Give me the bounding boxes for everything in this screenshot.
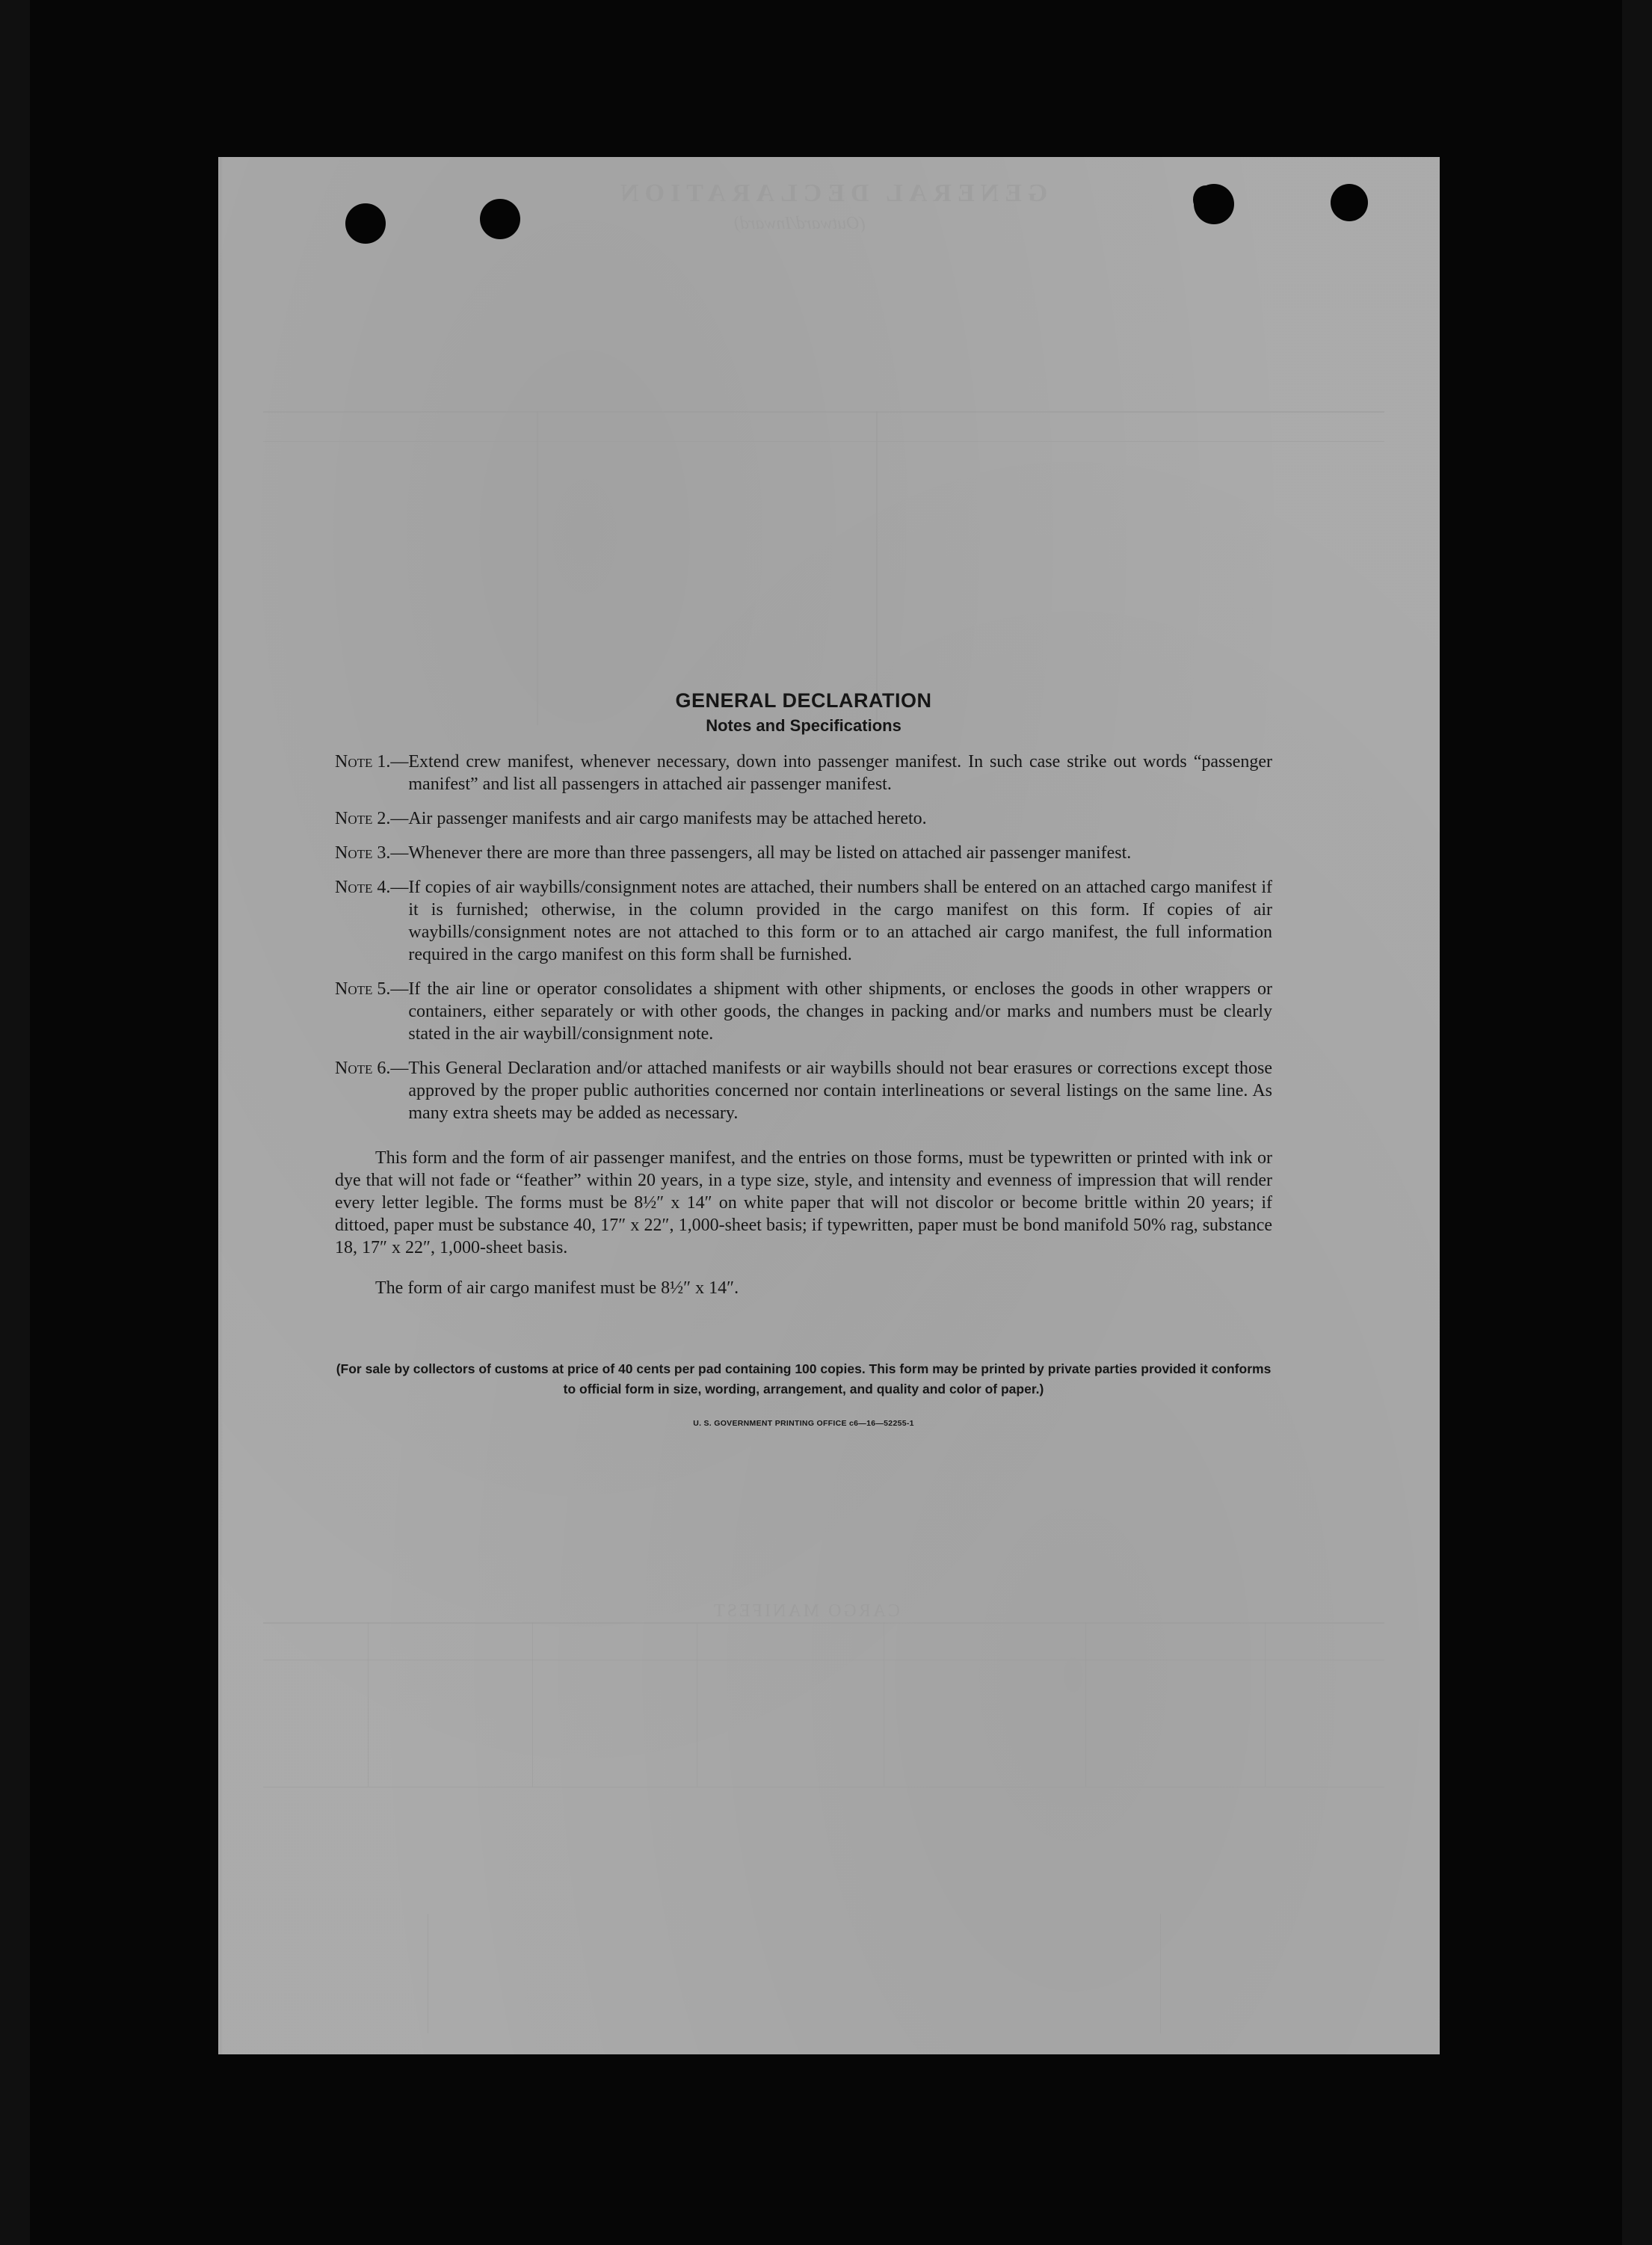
ghost-title: GENERAL DECLARATION — [614, 179, 1048, 207]
form-specification-paragraph: This form and the form of air passenger manifest, and the entries on those forms, must be typewritten or printed with ink or dye that will not fade or “feather” within 20 years, in a type size, style, and intensity and evenness of impression that will render every letter legible. The forms must be 8½″ x 14″ on white paper that will not discolor or become brittle within 20 years; if dittoed, paper must be substance 40, 17″ x 22″, 1,000-sheet basis; if typewritten, paper must be bond manifold 50% rag, substance 18, 17″ x 22″, 1,000-sheet basis. — [335, 1148, 1272, 1257]
ghost-cargo-heading: CARGO MANIFEST — [712, 1601, 901, 1621]
note-label: Note 3.— — [335, 843, 409, 863]
document-title: GENERAL DECLARATION — [675, 689, 932, 712]
note-text: If the air line or operator consolidates a shipment with other shipments, or encloses the goods in other wrappers or containers, either separately or with other goods, the changes in packing and/or marks and numbers must be clearly stated in the air waybill/consignment note. — [408, 979, 1272, 1044]
punch-hole-6 — [1331, 184, 1368, 221]
ghost-subtitle: (Outward/Inward) — [734, 214, 866, 233]
note-text: Whenever there are more than three passengers, all may be listed on attached air passenger manifest. — [408, 843, 1132, 863]
punch-hole-1 — [345, 203, 386, 244]
ghost-rule-8 — [368, 1622, 369, 1787]
note-label: Note 6.— — [335, 1059, 409, 1078]
ghost-rule-5 — [263, 1622, 1384, 1624]
note-3 — [335, 842, 1272, 864]
ghost-rule-15 — [1160, 1914, 1161, 2033]
note-label: Note 5.— — [335, 979, 409, 999]
ghost-rule-9 — [532, 1622, 533, 1787]
note-label: Note 2.— — [335, 809, 409, 828]
notes-content — [335, 688, 1272, 1428]
cargo-manifest-paragraph: The form of air cargo manifest must be 8½″ x 14″. — [375, 1278, 739, 1298]
note-label: Note 4.— — [335, 878, 409, 897]
note-2 — [335, 807, 1272, 830]
note-text: Air passenger manifests and air cargo manifests may be attached hereto. — [408, 809, 927, 828]
sale-note: (For sale by collectors of customs at price of 40 cents per pad containing 100 copies. This form may be printed by private parties provided it conforms to official form in size, wording, arrangement, and quality and color of paper.) — [336, 1361, 1272, 1396]
punch-hole-5 — [1194, 184, 1234, 224]
note-text: This General Declaration and/or attached manifests or air waybills should not bear erasures or corrections except those approved by the proper public authorities concerned nor contain interlineations or several listings on the same line. As many extra sheets may be added as necessary. — [408, 1059, 1272, 1123]
note-1 — [335, 751, 1272, 795]
ghost-rule-2 — [263, 441, 1384, 442]
ghost-rule-13 — [1265, 1622, 1266, 1787]
ghost-rule-12 — [1085, 1622, 1086, 1787]
ghost-rule-1 — [263, 411, 1384, 413]
note-6 — [335, 1057, 1272, 1124]
punch-hole-2 — [480, 199, 520, 239]
note-5 — [335, 978, 1272, 1045]
document-sheet — [218, 157, 1440, 2054]
note-text: Extend crew manifest, whenever necessary, down into passenger manifest. In such case strike out words “passenger manifest” and list all passengers in attached air passenger manifest. — [408, 752, 1272, 794]
ghost-rule-4 — [876, 411, 878, 725]
note-4 — [335, 876, 1272, 966]
document-subtitle: Notes and Specifications — [706, 716, 901, 735]
note-label: Note 1.— — [335, 752, 409, 772]
printing-office-line: U. S. GOVERNMENT PRINTING OFFICE c6—16—52255-1 — [693, 1419, 914, 1428]
film-edge-right — [1622, 0, 1652, 2245]
note-text: If copies of air waybills/consignment notes are attached, their numbers shall be entered on an attached cargo manifest if it is furnished; otherwise, in the column provided in the cargo manifest on this form. If copies of air waybills/consignment notes are not attached to this form or to an attached air cargo manifest, the full information required in the cargo manifest on this form shall be furnished. — [408, 878, 1272, 964]
film-edge-left — [0, 0, 30, 2245]
ghost-rule-3 — [537, 411, 538, 725]
